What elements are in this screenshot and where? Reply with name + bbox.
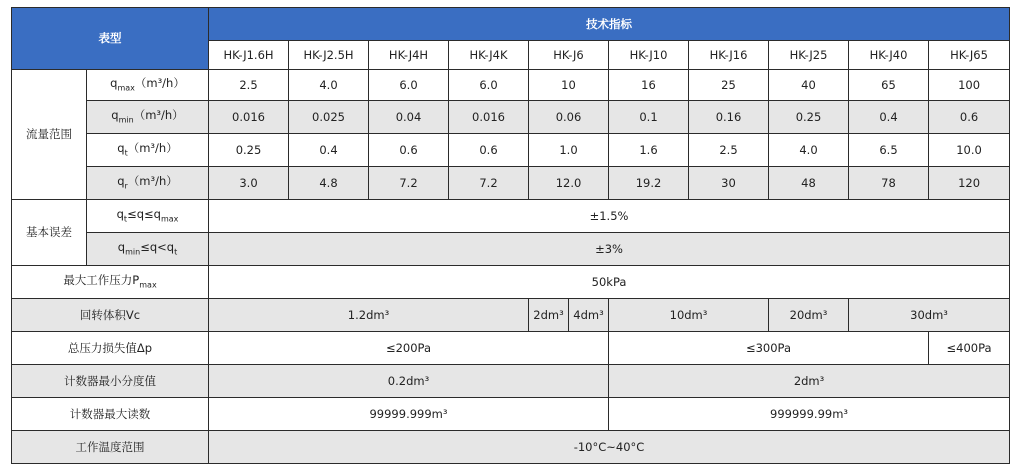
min-division-label: 计数器最小分度值 [12,365,209,398]
volume-value: 10dm³ [609,299,769,332]
model-cell: HK-J1.6H [209,41,289,70]
max-reading-value: 99999.999m³ [209,398,609,431]
flow-param-label: $q_t(m^3/h)$ [87,134,209,167]
volume-value: 20dm³ [769,299,849,332]
model-cell: HK-J10 [609,41,689,70]
flow-value: 7.2 [449,167,529,200]
volume-value: 1.2dm³ [209,299,529,332]
basic-error-label: 基本误差 [12,200,87,266]
flow-value: 2.5 [209,70,289,101]
flow-value: 6.0 [369,70,449,101]
flow-value: 100 [929,70,1010,101]
flow-value: 30 [689,167,769,200]
max-pressure-label: 最大工作压力$P_{max}$ [12,266,209,299]
flow-value: 2.5 [689,134,769,167]
flow-value: 0.25 [209,134,289,167]
spec-table [11,7,1010,464]
flow-range-label: 流量范围 [12,70,87,200]
error-condition: $q_t\le q\le q_{max}$ [87,200,209,233]
max-reading-value: 999999.99m³ [609,398,1010,431]
flow-value: 1.6 [609,134,689,167]
flow-param-label: $q_{min}(m^3/h)$ [87,101,209,134]
volume-value: 2dm³ [529,299,569,332]
flow-value: 0.16 [689,101,769,134]
volume-value: 30dm³ [849,299,1010,332]
max-reading-label: 计数器最大读数 [12,398,209,431]
min-division-value: 2dm³ [609,365,1010,398]
error-value: ±3% [209,233,1010,266]
pressure-loss-value: ≤200Pa [209,332,609,365]
model-cell: HK-J40 [849,41,929,70]
model-cell: HK-J4K [449,41,529,70]
flow-value: 120 [929,167,1010,200]
error-value: ±1.5% [209,200,1010,233]
flow-value: 78 [849,167,929,200]
flow-value: 65 [849,70,929,101]
model-cell: HK-J2.5H [289,41,369,70]
type-header: 表型 [12,8,209,70]
flow-value: 48 [769,167,849,200]
flow-value: 0.04 [369,101,449,134]
flow-value: 1.0 [529,134,609,167]
flow-value: 0.6 [929,101,1010,134]
temperature-label: 工作温度范围 [12,431,209,464]
flow-value: 4.8 [289,167,369,200]
flow-value: 4.0 [289,70,369,101]
min-division-value: 0.2dm³ [209,365,609,398]
flow-value: 4.0 [769,134,849,167]
flow-value: 0.6 [369,134,449,167]
temperature-value: -10°C~40°C [209,431,1010,464]
flow-value: 25 [689,70,769,101]
flow-param-label: $q_r(m^3/h)$ [87,167,209,200]
flow-value: 0.6 [449,134,529,167]
model-cell: HK-J65 [929,41,1010,70]
flow-value: 19.2 [609,167,689,200]
flow-value: 6.5 [849,134,929,167]
error-condition: $q_{min}\le q<q_t$ [87,233,209,266]
flow-value: 0.1 [609,101,689,134]
flow-value: 0.016 [449,101,529,134]
model-cell: HK-J25 [769,41,849,70]
flow-value: 0.016 [209,101,289,134]
model-cell: HK-J6 [529,41,609,70]
model-cell: HK-J4H [369,41,449,70]
flow-value: 40 [769,70,849,101]
flow-value: 0.25 [769,101,849,134]
flow-value: 3.0 [209,167,289,200]
flow-value: 0.4 [849,101,929,134]
volume-value: 4dm³ [569,299,609,332]
flow-value: 16 [609,70,689,101]
flow-value: 7.2 [369,167,449,200]
volume-label: 回转体积Vc [12,299,209,332]
flow-param-label: $q_{max}(m^3/h)$ [87,70,209,101]
flow-value: 0.025 [289,101,369,134]
flow-value: 12.0 [529,167,609,200]
pressure-loss-label: 总压力损失值Δp [12,332,209,365]
model-cell: HK-J16 [689,41,769,70]
spec-header: 技术指标 [209,8,1010,41]
flow-value: 6.0 [449,70,529,101]
pressure-loss-value: ≤400Pa [929,332,1010,365]
flow-value: 10.0 [929,134,1010,167]
flow-value: 0.4 [289,134,369,167]
pressure-loss-value: ≤300Pa [609,332,929,365]
flow-value: 10 [529,70,609,101]
max-pressure-value: 50kPa [209,266,1010,299]
flow-value: 0.06 [529,101,609,134]
